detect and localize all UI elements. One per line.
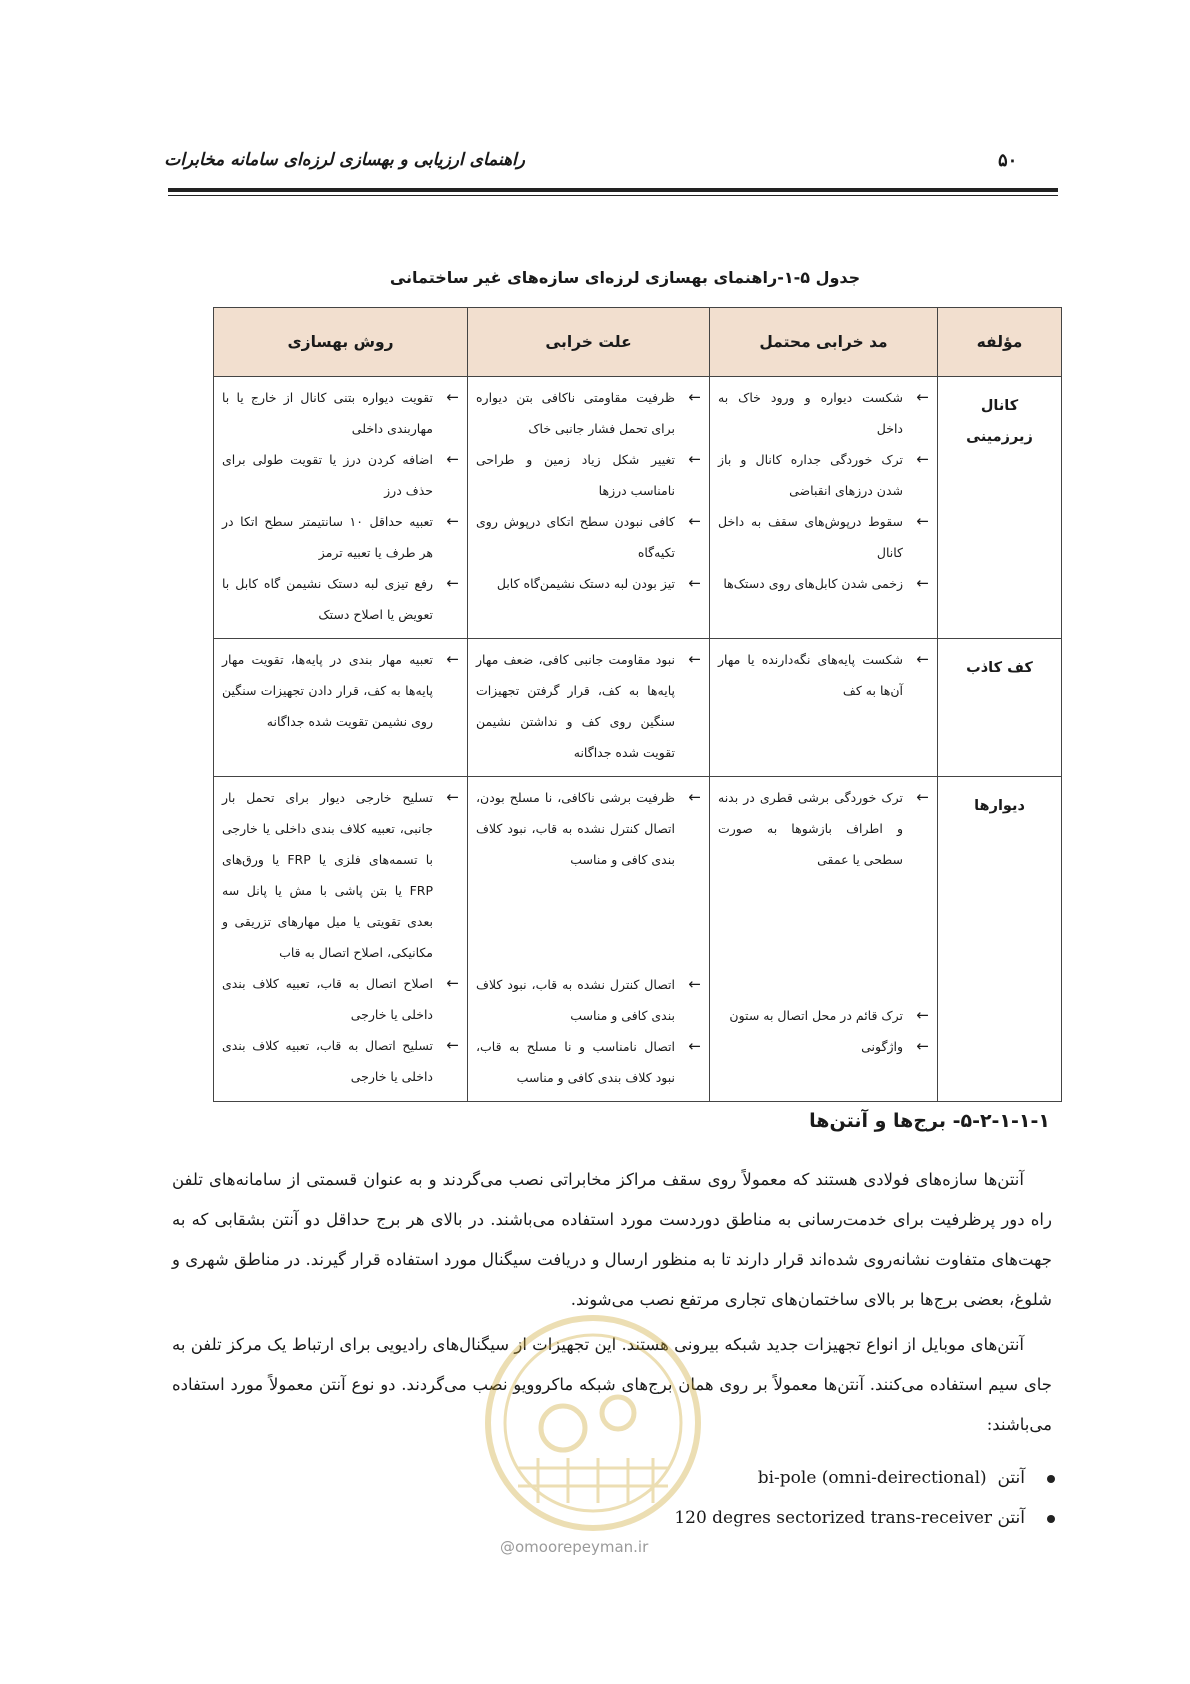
list-item: ← اضافه کردن درز یا تقویت طولی برای حذف درز bbox=[222, 444, 459, 506]
component-cell: دیوارها bbox=[938, 777, 1062, 1102]
arrow-icon: ← bbox=[446, 1036, 459, 1054]
component-cell: کانال زیرزمینی bbox=[938, 377, 1062, 639]
header-retrofit-method: روش بهسازی bbox=[214, 308, 468, 377]
method-cell bbox=[214, 777, 468, 1102]
cause-cell bbox=[468, 639, 710, 777]
paragraph: آنتن‌های موبایل از انواع تجهیزات جدید شبکه بیرونی هستند. این تجهیزات از سیگنال‌های رادیویی برای ارتباط یک مرکز تلفن به جای سیم استفاده می‌کنند. آنتن‌ها معمولاً بر روی همان برج‌های شبکه ماکروویو نصب می‌گردند. دو نوع آنتن معمولاً مورد استفاده می‌باشند: bbox=[172, 1335, 1052, 1434]
arrow-icon: ← bbox=[446, 388, 459, 406]
section-heading: ۵-۲-۱-۱-۱- برج‌ها و آنتن‌ها bbox=[809, 1110, 1050, 1132]
cause-cell bbox=[468, 377, 710, 639]
bullet-item: آنتن 120 degres sectorized trans-receiver bbox=[674, 1508, 1055, 1528]
failure-cell bbox=[710, 377, 938, 639]
list-item: ← اتصال نامناسب و نا مسلح به قاب، نبود کلاف بندی کافی و مناسب bbox=[476, 1031, 701, 1093]
watermark-text: @omoorepeyman.ir bbox=[500, 1538, 649, 1556]
arrow-icon: ← bbox=[916, 1006, 929, 1024]
list-item: ← نبود مقاومت جانبی کافی، ضعف مهار پایه‌ها به کف، قرار گرفتن تجهیزات سنگین روی کف و نداشتن نشیمن تقویت شده جداگانه bbox=[476, 644, 701, 768]
list-item: ← تقویت دیواره بتنی کانال از خارج یا با مهاربندی داخلی bbox=[222, 382, 459, 444]
component-cell: کف کاذب bbox=[938, 639, 1062, 777]
arrow-icon: ← bbox=[916, 388, 929, 406]
arrow-icon: ← bbox=[446, 450, 459, 468]
spacer bbox=[718, 875, 929, 1000]
list-item: ← اتصال کنترل نشده به قاب، نبود کلاف بندی کافی و مناسب bbox=[476, 969, 701, 1031]
failure-cell bbox=[710, 639, 938, 777]
arrow-icon: ← bbox=[688, 574, 701, 592]
method-cell bbox=[214, 377, 468, 639]
table-caption: جدول ۵-۱-راهنمای بهسازی لرزه‌ای سازه‌های غیر ساختمانی bbox=[389, 268, 861, 287]
arrow-icon: ← bbox=[688, 512, 701, 530]
header-failure-mode: مد خرابی محتمل bbox=[710, 308, 938, 377]
header-rule-thick bbox=[168, 188, 1058, 192]
arrow-icon: ← bbox=[446, 574, 459, 592]
list-item: ← تسلیح اتصال به قاب، تعبیه کلاف بندی داخلی یا خارجی bbox=[222, 1030, 459, 1092]
arrow-icon: ← bbox=[688, 1037, 701, 1055]
list-item: ← تعبیه حداقل ۱۰ سانتیمتر سطح اتکا در هر طرف یا تعبیه ترمز bbox=[222, 506, 459, 568]
watermark-seal-icon bbox=[478, 1308, 708, 1538]
list-item: ← ظرفیت مقاومتی ناکافی بتن دیواره برای تحمل فشار جانبی خاک bbox=[476, 382, 701, 444]
list-item: ← تغییر شکل زیاد زمین و طراحی نامناسب درزها bbox=[476, 444, 701, 506]
list-item: ← تسلیح خارجی دیوار برای تحمل بار جانبی، تعبیه کلاف بندی داخلی یا خارجی با تسمه‌های فلزی یا FRP یا ورق‌های FRP یا بتن پاشی با مش یا پانل سه بعدی تقویتی یا میل مهارهای تزریقی و مکانیکی، اصلاح اتصال به قاب bbox=[222, 782, 459, 968]
arrow-icon: ← bbox=[446, 650, 459, 668]
arrow-icon: ← bbox=[688, 388, 701, 406]
bullet-item: آنتن bi-pole (omni-deirectional) bbox=[758, 1468, 1055, 1488]
arrow-icon: ← bbox=[688, 975, 701, 993]
running-title: راهنمای ارزیابی و بهسازی لرزه‌ای سامانه مخابرات bbox=[164, 150, 525, 170]
list-item: ← شکست دیواره و ورود خاک به داخل bbox=[718, 382, 929, 444]
method-cell bbox=[214, 639, 468, 777]
failure-cell bbox=[710, 777, 938, 1102]
list-item: ← ترک خوردگی برشی قطری در بدنه و اطراف بازشوها به صورت سطحی یا عمقی bbox=[718, 782, 929, 875]
arrow-icon: ← bbox=[916, 574, 929, 592]
arrow-icon: ← bbox=[688, 788, 701, 806]
list-item: ← شکست پایه‌های نگه‌دارنده یا مهار آن‌ها به کف bbox=[718, 644, 929, 706]
table-row bbox=[214, 377, 1062, 639]
list-item: ← ترک خوردگی جداره کانال و باز شدن درزهای انقباضی bbox=[718, 444, 929, 506]
list-item: ← رفع تیزی لبه دستک نشیمن گاه کابل با تعویض یا اصلاح دستک bbox=[222, 568, 459, 630]
list-item: ← تیز بودن لبه دستک نشیمن‌گاه کابل bbox=[476, 568, 701, 599]
list-item: ← ترک قائم در محل اتصال به ستون bbox=[718, 1000, 929, 1031]
bullet-icon bbox=[1047, 1475, 1055, 1483]
header-rule-thin bbox=[168, 195, 1058, 196]
arrow-icon: ← bbox=[446, 512, 459, 530]
arrow-icon: ← bbox=[916, 788, 929, 806]
cause-cell bbox=[468, 777, 710, 1102]
bullet-icon bbox=[1047, 1515, 1055, 1523]
list-item: ← سقوط درپوش‌های سقف به داخل کانال bbox=[718, 506, 929, 568]
arrow-icon: ← bbox=[916, 450, 929, 468]
header-failure-cause: علت خرابی bbox=[468, 308, 710, 377]
table-row bbox=[214, 639, 1062, 777]
list-item: ← اصلاح اتصال به قاب، تعبیه کلاف بندی داخلی یا خارجی bbox=[222, 968, 459, 1030]
list-item: ← زخمی شدن کابل‌های روی دستک‌ها bbox=[718, 568, 929, 599]
arrow-icon: ← bbox=[688, 450, 701, 468]
table-header-row bbox=[214, 308, 1062, 377]
paragraph: آنتن‌ها سازه‌های فولادی هستند که معمولاً روی سقف مراکز مخابراتی نصب می‌گردند و به عنوان قسمتی از سامانه‌های تلفن راه دور پرظرفیت برای خدمت‌رسانی به مناطق دوردست مورد استفاده می‌باشند. در بالای هر برج حداقل دو آنتن بشقابی که به جهت‌های متفاوت نشانه‌روی شده‌اند قرار دارند تا به منظور ارسال و دریافت سیگنال مورد استفاده قرار گیرند. در مناطق شهری و شلوغ، بعضی برج‌ها بر بالای ساختمان‌های تجاری مرتفع نصب می‌شوند. bbox=[172, 1170, 1052, 1309]
arrow-icon: ← bbox=[446, 974, 459, 992]
page-number: ۵۰ bbox=[998, 150, 1018, 171]
arrow-icon: ← bbox=[688, 650, 701, 668]
header-component: مؤلفه bbox=[938, 308, 1062, 377]
arrow-icon: ← bbox=[446, 788, 459, 806]
retrofit-table bbox=[213, 307, 1062, 1102]
list-item: ← کافی نبودن سطح اتکای درپوش روی تکیه‌گاه bbox=[476, 506, 701, 568]
arrow-icon: ← bbox=[916, 1037, 929, 1055]
list-item: ← واژگونی bbox=[718, 1031, 929, 1062]
arrow-icon: ← bbox=[916, 650, 929, 668]
spacer bbox=[476, 875, 701, 969]
arrow-icon: ← bbox=[916, 512, 929, 530]
table-row bbox=[214, 777, 1062, 1102]
list-item: ← ظرفیت برشی ناکافی، نا مسلح بودن، اتصال کنترل نشده به قاب، نبود کلاف بندی کافی و مناسب bbox=[476, 782, 701, 875]
list-item: ← تعبیه مهار بندی در پایه‌ها، تقویت مهار پایه‌ها به کف، قرار دادن تجهیزات سنگین روی نشیمن تقویت شده جداگانه bbox=[222, 644, 459, 737]
